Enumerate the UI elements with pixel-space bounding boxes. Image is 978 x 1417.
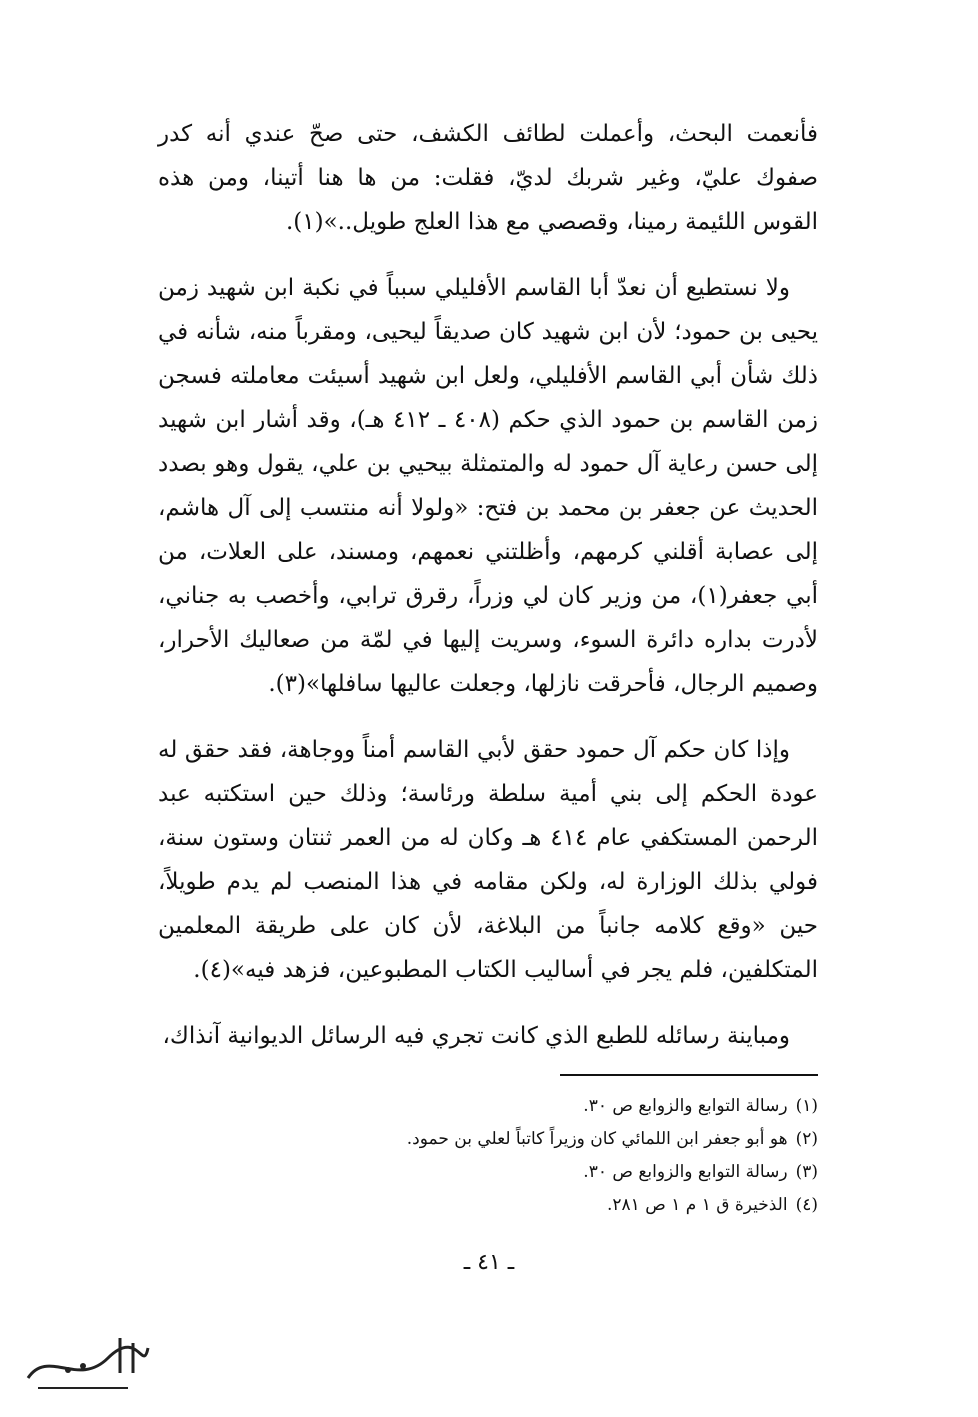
paragraph-2: ولا نستطيع أن نعدّ أبا القاسم الأفليلي سبباً في نكبة ابن شهيد زمن يحيى بن حمود؛ لأن ابن شهيد كان صديقاً ليحيى، ومقرباً منه، شأنه في ذلك شأن أبي القاسم الأفليلي، ولعل ابن شهيد أسيئت معاملته فسجن زمن القاسم بن حمود الذي حكم (٤٠٨ ـ ٤١٢ هـ)، وقد أشار ابن شهيد إلى حسن رعاية آل حمود له والمتمثلة بيحيي بن علي، يقول وهو بصدد الحديث عن جعفر بن محمد بن فتح: «ولولا أنه منتسب إلى آل هاشم، إلى عصابة أقلني كرمهم، وأظلتني نعمهم، ومسند، على العلات، من أبي جعفر(١)، من وزير كان لي وزراً، رقرق ترابي، وأخصب به جناني، لأدرت بداره دائرة السوء، وسريت إليها في لمّة من صعاليك الأحرار، وصميم الرجال، فأحرقت نازلها، وجعلت عاليها سافلها»(٣).: [158, 275, 818, 697]
footnote-1: [158, 1090, 818, 1123]
footnote-text: رسالة التوابع والزوابع ص ٣٠.: [583, 1096, 788, 1116]
footnote-2: [158, 1123, 818, 1156]
paragraph-4: ومباينة رسائله للطبع الذي كانت تجري فيه الرسائل الديوانية آنذاك،: [162, 1023, 790, 1049]
footnote-number: (٢): [795, 1129, 818, 1149]
footnote-text: الذخيرة ق ١ م ١ ص ٢٨١.: [607, 1195, 788, 1215]
footnote-3: [158, 1156, 818, 1189]
main-text: [158, 112, 818, 1080]
footnote-text: هو أبو جعفر ابن اللمائي كان وزيراً كاتباً لعلي بن حمود.: [406, 1129, 788, 1149]
footnote-divider: [560, 1074, 818, 1076]
footnote-4: [158, 1189, 818, 1222]
footnote-number: (١): [795, 1096, 818, 1116]
watermark-logo: [8, 1318, 158, 1408]
watermark-calligraphy-icon: [8, 1318, 158, 1408]
footnote-number: (٣): [795, 1162, 818, 1182]
footnote-number: (٤): [795, 1195, 818, 1215]
paragraph-3: وإذا كان حكم آل حمود حقق لأبي القاسم أمناً ووجاهة، فقد حقق له عودة الحكم إلى بني أمية سلطة ورئاسة؛ وذلك حين استكتبه عبد الرحمن المستكفي عام ٤١٤ هـ وكان له من العمر ثنتان وستون سنة، فولي بذلك الوزارة له، ولكن مقامه في هذا المنصب لم يدم طويلاً، حين «وقع كلامه جانباً من البلاغة، لأن كان على طريقة المعلمين المتكلفين، فلم يجر في أساليب الكتاب المطبوعين، فزهد فيه»(٤).: [158, 737, 818, 983]
paragraph-1: فأنعمت البحث، وأعملت لطائف الكشف، حتى صحّ عندي أنه كدر صفوك عليّ، وغير شربك لديّ، فقلت: من ها هنا أتينا، ومن هذه القوس اللئيمة رمينا، وقصصي مع هذا العلج طويل..»(١).: [158, 121, 818, 235]
footnotes: [158, 1090, 818, 1222]
page-number: ـ ٤١ ـ: [463, 1250, 515, 1275]
footnote-text: رسالة التوابع والزوابع ص ٣٠.: [583, 1162, 788, 1182]
